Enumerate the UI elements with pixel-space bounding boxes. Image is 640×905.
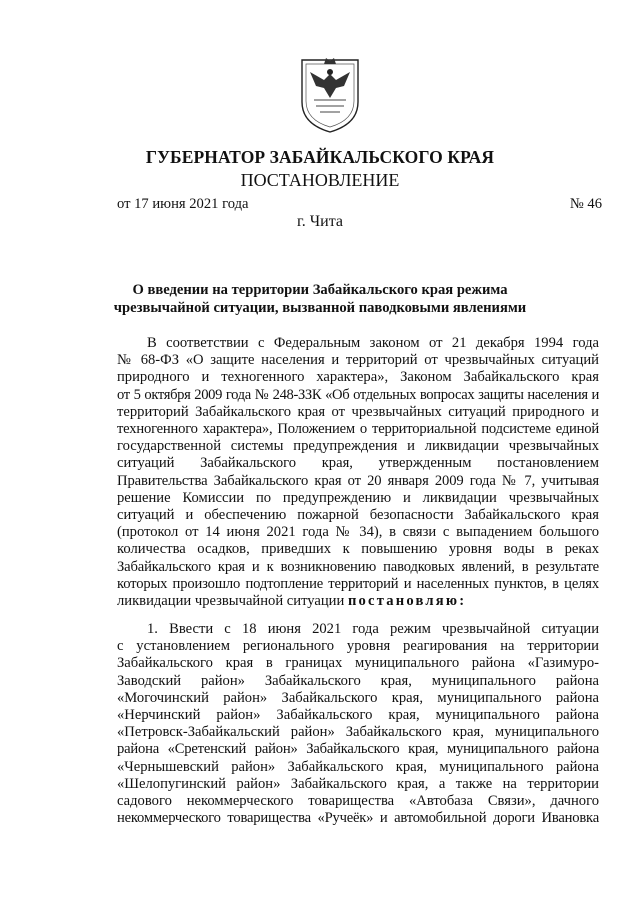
text-line: которых произошло подтопление территорий и населенных пунктов, в целях <box>117 575 599 592</box>
text-line: от 5 октября 2009 года № 248-ЗЗК «Об отдельных вопросах защиты населения и <box>117 386 599 403</box>
text-line: «Могочинский район» Забайкальского края, муниципального района <box>117 689 599 706</box>
text-line: 1. Ввести с 18 июня 2021 года режим чрезвычайной ситуации <box>147 621 599 637</box>
coat-of-arms-icon <box>294 54 366 134</box>
text-line: некоммерческого товарищества «Ручеёк» и автомобильной дороги Ивановка <box>117 810 599 827</box>
text-line: «Петровск-Забайкальский район» Забайкальского края, муниципального <box>117 724 599 741</box>
text-line: садового некоммерческого товарищества «Автобаза Связи», дачного <box>117 793 599 810</box>
text-line <box>117 593 599 610</box>
document-heading-line: чрезвычайной ситуации, вызванной паводковыми явлениями <box>113 300 527 316</box>
document-number: № 46 <box>569 196 602 212</box>
text-line: «Чернышевский район» Забайкальского края, муниципального района <box>117 758 599 775</box>
text-line: В соответствии с Федеральным законом от 21 декабря 1994 года <box>147 335 599 351</box>
text-line: техногенного характера», Положением о территориальной подсистеме единой <box>117 421 599 438</box>
text-line: государственной системы предупреждения и ликвидации чрезвычайных <box>117 438 599 455</box>
text-line: «Шелопугинский район» Забайкальского края, а также на территории <box>117 775 599 792</box>
preamble-paragraph <box>117 335 599 610</box>
text-line: с установлением регионального уровня реагирования на территории <box>117 638 599 655</box>
text-line: № 68-ФЗ «О защите населения и территорий от чрезвычайных ситуаций <box>117 352 599 369</box>
document-heading-line: О введении на территории Забайкальского края режима <box>132 282 508 298</box>
text-line: природного и техногенного характера», Законом Забайкальского края <box>117 369 599 386</box>
document-date: от 17 июня 2021 года <box>117 196 249 212</box>
clause-1-paragraph <box>117 621 599 827</box>
text-line: Заводский район» Забайкальского края, муниципального района <box>117 672 599 689</box>
text-line: Забайкальского края и к возникновению паводковых явлений, в результате <box>117 558 599 575</box>
text-line: количества осадков, приведших к повышению уровня воды в реках <box>117 541 599 558</box>
text-line: территорий Забайкальского края от чрезвычайных ситуаций природного и <box>117 403 599 420</box>
document-city: г. Чита <box>296 213 343 230</box>
document-type: ПОСТАНОВЛЕНИЕ <box>240 170 400 190</box>
authority-title: ГУБЕРНАТОР ЗАБАЙКАЛЬСКОГО КРАЯ <box>145 147 495 167</box>
text-line: ситуаций и обеспечению пожарной безопасности Забайкальского края <box>117 507 599 524</box>
text-line: (протокол от 14 июня 2021 года № 34), в связи с выпадением большого <box>117 524 599 541</box>
text-line: «Нерчинский район» Забайкальского края, муниципального района <box>117 707 599 724</box>
text-line: ситуаций Забайкальского края, утвержденным постановлением <box>117 455 599 472</box>
decision-keyword: постановляю: <box>347 593 467 610</box>
text-line: Правительства Забайкальского края от 20 января 2009 года № 7, учитывая <box>117 472 599 489</box>
text-line: района «Сретенский район» Забайкальского края, муниципального района <box>117 741 599 758</box>
text-line: Забайкальского края в границах муниципального района «Газимуро- <box>117 655 599 672</box>
text-segment: ликвидации чрезвычайной ситуации <box>117 593 348 610</box>
text-line: решение Комиссии по предупреждению и ликвидации чрезвычайных <box>117 489 599 506</box>
